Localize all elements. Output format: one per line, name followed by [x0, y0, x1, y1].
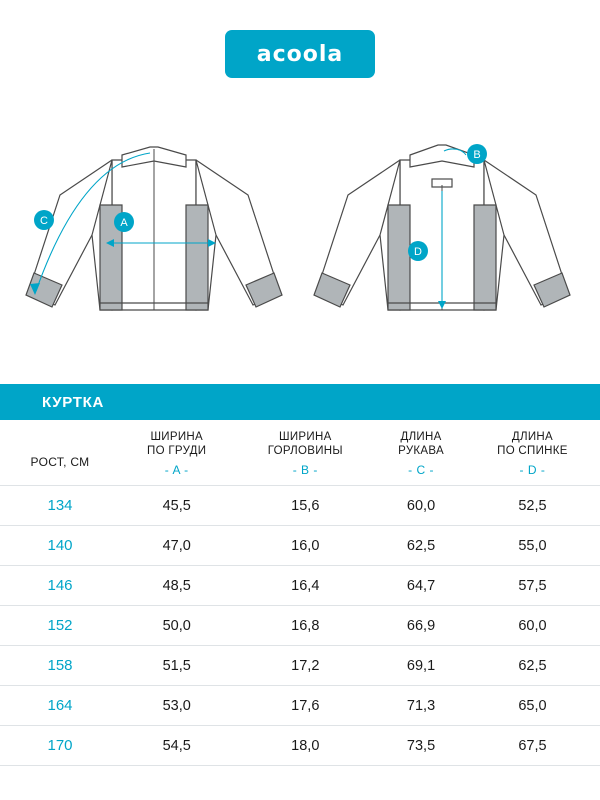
table-row	[0, 726, 600, 766]
cell-neck: 15,6	[233, 486, 377, 526]
col-header-neck-line1: ШИРИНА	[279, 431, 332, 443]
col-code-b: - B -	[292, 463, 318, 477]
cell-chest: 51,5	[120, 646, 233, 686]
logo-badge	[225, 30, 375, 78]
cell-sleeve: 73,5	[377, 726, 465, 766]
cell-neck: 18,0	[233, 726, 377, 766]
col-code-d: - D -	[519, 463, 546, 477]
marker-b-label: B	[473, 149, 481, 161]
cell-back: 55,0	[465, 526, 600, 566]
cell-chest: 45,5	[120, 486, 233, 526]
col-code-c: - C -	[408, 463, 434, 477]
col-header-chest-line1: ШИРИНА	[150, 431, 203, 443]
table-row	[0, 646, 600, 686]
cell-chest: 48,5	[120, 566, 233, 606]
cell-chest: 53,0	[120, 686, 233, 726]
cell-sleeve: 69,1	[377, 646, 465, 686]
cell-back: 65,0	[465, 686, 600, 726]
cell-chest: 47,0	[120, 526, 233, 566]
cell-neck: 16,4	[233, 566, 377, 606]
cell-height: 152	[0, 606, 120, 646]
cell-back: 52,5	[465, 486, 600, 526]
table-title: КУРТКА	[42, 393, 105, 411]
col-code-a: - A -	[164, 463, 189, 477]
cell-height: 146	[0, 566, 120, 606]
marker-a-label: A	[120, 217, 128, 229]
size-table-head	[0, 420, 600, 486]
cell-chest: 50,0	[120, 606, 233, 646]
size-table	[0, 420, 600, 766]
marker-c-label: C	[40, 215, 48, 227]
cell-back: 62,5	[465, 646, 600, 686]
cell-neck: 16,0	[233, 526, 377, 566]
table-row	[0, 606, 600, 646]
col-header-back-line2: ПО СПИНКЕ	[497, 445, 568, 457]
col-header-back	[465, 420, 600, 486]
cell-sleeve: 71,3	[377, 686, 465, 726]
cell-back: 60,0	[465, 606, 600, 646]
col-header-back-line1: ДЛИНА	[511, 431, 553, 443]
table-row	[0, 526, 600, 566]
col-header-chest	[120, 420, 233, 486]
col-header-sleeve-line2: РУКАВА	[398, 445, 444, 457]
col-header-sleeve	[377, 420, 465, 486]
cell-chest: 54,5	[120, 726, 233, 766]
size-table-body	[0, 486, 600, 766]
brand-logo	[0, 30, 600, 78]
cell-sleeve: 62,5	[377, 526, 465, 566]
cell-neck: 17,6	[233, 686, 377, 726]
table-row	[0, 486, 600, 526]
cell-sleeve: 66,9	[377, 606, 465, 646]
cell-back: 57,5	[465, 566, 600, 606]
col-header-height: РОСТ, СМ	[30, 454, 90, 469]
cell-height: 158	[0, 646, 120, 686]
jacket-diagram	[0, 125, 600, 355]
cell-neck: 17,2	[233, 646, 377, 686]
table-title-bar	[0, 384, 600, 420]
cell-height: 164	[0, 686, 120, 726]
col-header-neck-line2: ГОРЛОВИНЫ	[267, 445, 343, 457]
col-header-neck	[233, 420, 377, 486]
col-header-sleeve-line1: ДЛИНА	[400, 431, 442, 443]
col-header-chest-line2: ПО ГРУДИ	[147, 445, 207, 457]
cell-height: 134	[0, 486, 120, 526]
table-header-row	[0, 420, 600, 486]
cell-neck: 16,8	[233, 606, 377, 646]
table-row	[0, 686, 600, 726]
cell-back: 67,5	[465, 726, 600, 766]
table-row	[0, 566, 600, 606]
cell-sleeve: 64,7	[377, 566, 465, 606]
cell-height: 140	[0, 526, 120, 566]
marker-d-label: D	[414, 246, 422, 258]
logo-text: acoola	[256, 41, 344, 67]
cell-height: 170	[0, 726, 120, 766]
cell-sleeve: 60,0	[377, 486, 465, 526]
